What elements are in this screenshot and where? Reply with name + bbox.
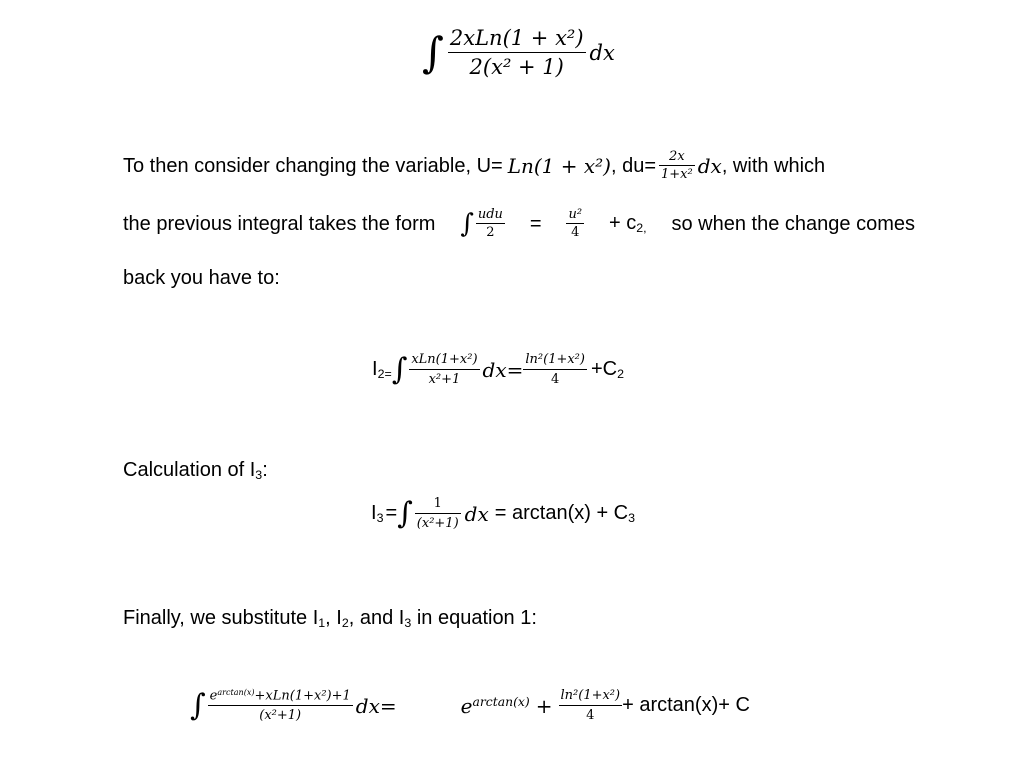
- dx-text: dx: [589, 40, 615, 65]
- paragraph-line-2: [123, 208, 915, 239]
- fraction-denominator: 4: [571, 225, 580, 240]
- inline-integral: [460, 208, 505, 239]
- fraction-du: [659, 150, 695, 181]
- dx-equals: dx=: [355, 693, 397, 718]
- equation-top: [422, 26, 615, 79]
- i3-result: = $\arctan(x) + C_3$: [494, 501, 636, 526]
- equation-i3: [371, 496, 635, 531]
- fraction-numerator: udu: [477, 207, 503, 222]
- fraction-denominator: (x²+1): [416, 516, 459, 531]
- integral-sign: ∫: [422, 28, 444, 77]
- dx-text: dx: [464, 501, 489, 526]
- fraction-udu: [476, 208, 505, 239]
- fraction-bar: [448, 52, 586, 53]
- integral-sign: ∫: [460, 208, 474, 239]
- fraction-i3: [415, 496, 461, 531]
- math-segment: Ln(1 + x²): [507, 153, 611, 178]
- fraction-numerator: xLn(1+x²): [411, 352, 478, 367]
- fraction-numerator: $e^{arctan(x)}+xLn(1+x^2)+1$: [209, 688, 351, 704]
- equation-i2: [372, 352, 624, 387]
- paragraph-line-1: [123, 150, 825, 181]
- fraction-denominator: 1+x²: [661, 167, 693, 182]
- equals-sign: =: [385, 502, 398, 524]
- final-sentence: Finally, we substitute $I_1$, $I_2$, and $I_3$ in equation 1:: [123, 607, 537, 631]
- fraction-numerator: ln²(1+x²): [560, 688, 621, 704]
- exp-term: $e^{arctan(x)}$: [460, 693, 530, 718]
- plus-sign: +: [535, 693, 553, 718]
- fraction-i2-result: [523, 352, 587, 387]
- fraction-bar: [409, 369, 479, 370]
- fraction-bar: [415, 513, 461, 514]
- equation-final: [190, 688, 750, 723]
- fraction-final-lhs: [208, 688, 353, 723]
- constant-c2: $+C_2$: [590, 357, 624, 382]
- fraction-i2: [409, 352, 479, 387]
- fraction-bar: [559, 705, 623, 706]
- fraction-final-rhs: [559, 688, 623, 723]
- fraction-bar: [566, 223, 584, 224]
- dx-equals: dx=: [482, 357, 524, 382]
- fraction-numerator: 2xLn(1 + x²): [449, 26, 584, 50]
- fraction-denominator: 4: [551, 372, 560, 387]
- fraction-numerator: 1: [433, 496, 442, 511]
- fraction-top: [448, 26, 586, 79]
- fraction-bar: [659, 165, 695, 166]
- fraction-denominator: 2: [486, 225, 495, 240]
- fraction-bar: [523, 369, 587, 370]
- calculation-heading: Calculation of $I_3$:: [123, 459, 268, 483]
- text-segment: the previous integral takes the form: [123, 212, 436, 235]
- text-segment: , du=: [610, 154, 656, 177]
- fraction-denominator: 4: [586, 708, 595, 724]
- fraction-denominator: x²+1: [428, 372, 461, 387]
- fraction-numerator: u²: [568, 207, 583, 222]
- fraction-u2: [566, 208, 584, 239]
- fraction-denominator: 2(x² + 1): [469, 55, 564, 79]
- fraction-numerator: ln²(1+x²): [525, 352, 585, 367]
- constant-c2: + $c_{2,}$: [608, 211, 647, 235]
- integral-sign: ∫: [391, 352, 408, 387]
- fraction-bar: [476, 223, 505, 224]
- equals-sign: =: [529, 212, 542, 235]
- dx-text: dx: [697, 153, 722, 178]
- text-segment: To then consider changing the variable, U=: [123, 154, 503, 177]
- i2-label: $I_{2=}$: [372, 357, 392, 382]
- integral-sign: ∫: [397, 496, 413, 531]
- paragraph-line-3: back you have to:: [123, 267, 280, 289]
- i3-label: $I_3$: [371, 501, 384, 526]
- text-segment: so when the change comes: [671, 212, 915, 235]
- fraction-bar: [208, 705, 353, 706]
- final-tail: + arctan(x)+ C: [622, 694, 750, 717]
- fraction-denominator: (x²+1): [259, 708, 302, 724]
- fraction-numerator: 2x: [669, 149, 685, 164]
- text-segment: , with which: [721, 154, 826, 177]
- integral-sign: ∫: [190, 688, 206, 724]
